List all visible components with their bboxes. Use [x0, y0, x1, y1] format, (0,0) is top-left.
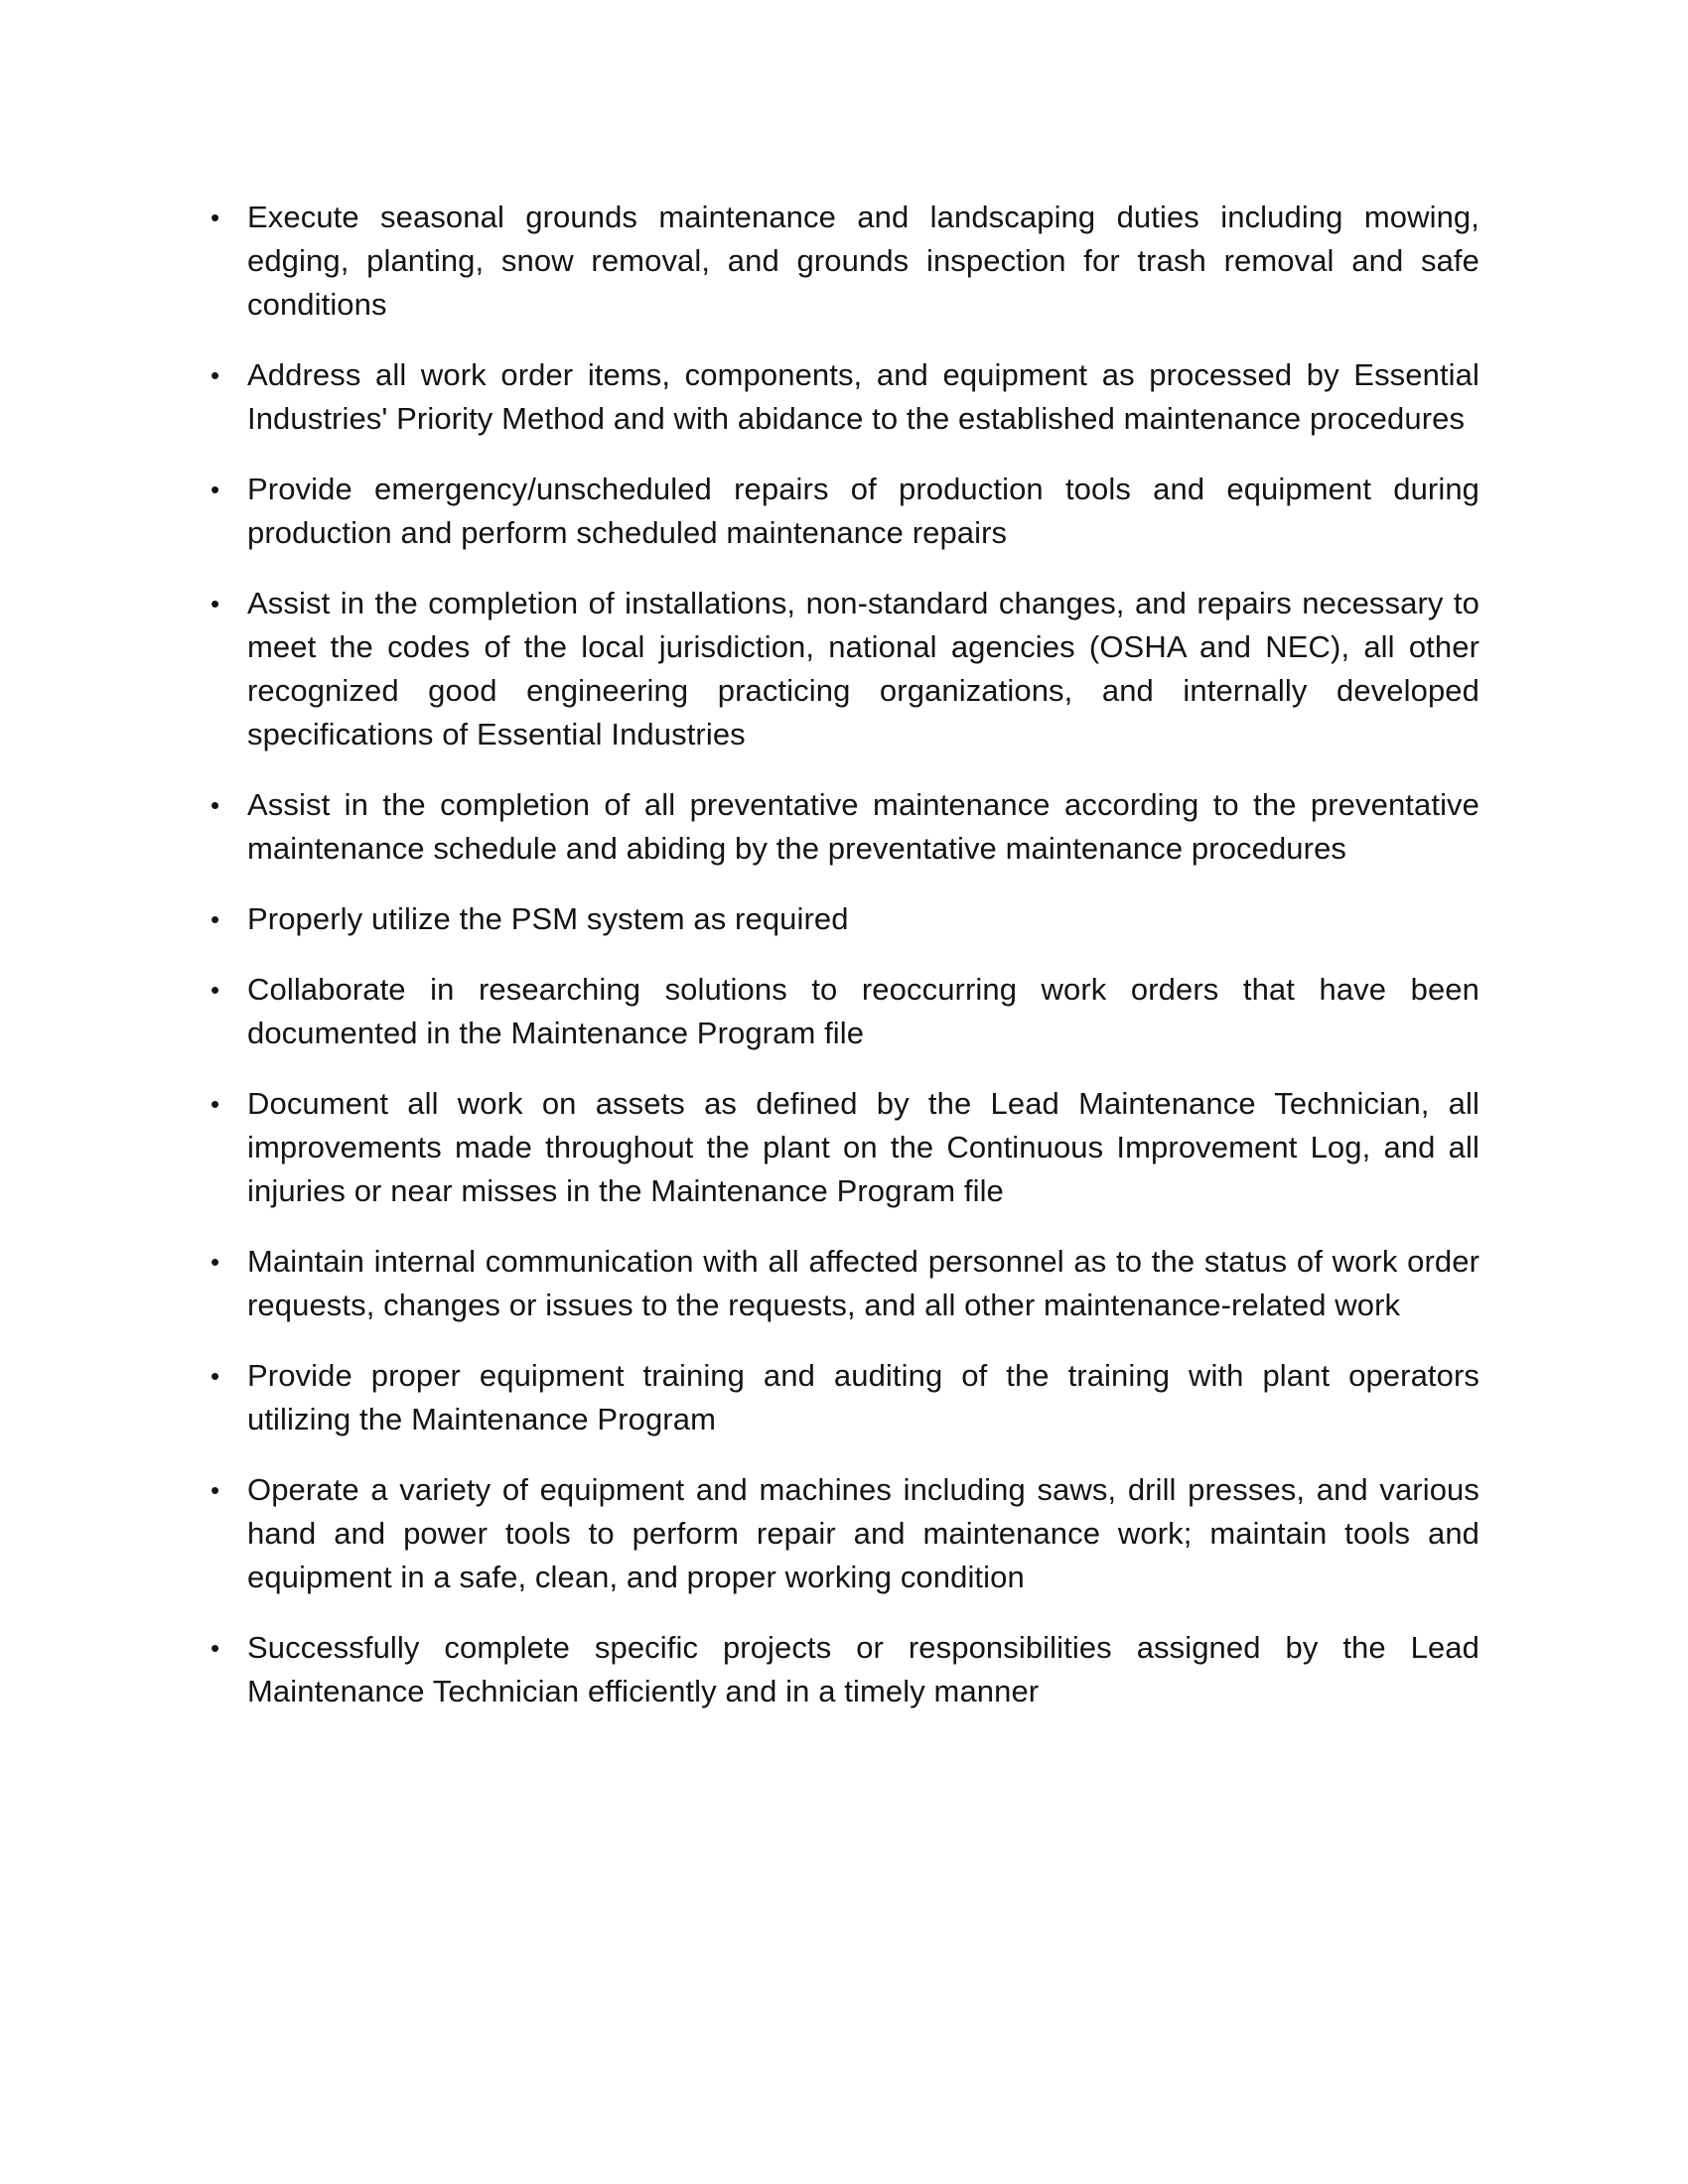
- list-item-text: Address all work order items, components, and equipment as processed by Essential Industries' Priority Method and with abidance to the established maintenance procedures: [247, 357, 1479, 436]
- bullet-icon: •: [211, 904, 220, 934]
- list-item: [211, 1626, 1479, 1713]
- list-item-text: Assist in the completion of installations, non-standard changes, and repairs necessary to meet the codes of the local jurisdiction, national agencies (OSHA and NEC), all other recognized good engineering practicing organizations, and internally developed specifications of Essential Industries: [247, 586, 1479, 751]
- list-item: [211, 783, 1479, 871]
- list-item-text: Operate a variety of equipment and machines including saws, drill presses, and various hand and power tools to perform repair and maintenance work; maintain tools and equipment in a safe, clean, and proper working condition: [247, 1472, 1479, 1594]
- list-item: [211, 1082, 1479, 1213]
- bullet-icon: •: [211, 360, 220, 390]
- list-item-text: Maintain internal communication with all affected personnel as to the status of work order requests, changes or issues to the requests, and all other maintenance-related work: [247, 1244, 1479, 1322]
- bullet-icon: •: [211, 790, 220, 820]
- bullet-icon: •: [211, 1247, 220, 1277]
- list-item-text: Collaborate in researching solutions to reoccurring work orders that have been documented in the Maintenance Program file: [247, 972, 1479, 1050]
- bullet-icon: •: [211, 1475, 220, 1505]
- duties-list: [211, 196, 1479, 1713]
- list-item: [211, 1240, 1479, 1327]
- bullet-icon: •: [211, 203, 220, 232]
- list-item: [211, 1468, 1479, 1599]
- bullet-icon: •: [211, 475, 220, 504]
- bullet-icon: •: [211, 1089, 220, 1119]
- list-item-text: Successfully complete specific projects or responsibilities assigned by the Lead Maintenance Technician efficiently and in a timely manner: [247, 1630, 1479, 1708]
- bullet-icon: •: [211, 1633, 220, 1663]
- list-item-text: Provide proper equipment training and auditing of the training with plant operators utilizing the Maintenance Program: [247, 1358, 1479, 1436]
- list-item-text: Provide emergency/unscheduled repairs of production tools and equipment during production and perform scheduled maintenance repairs: [247, 472, 1479, 550]
- list-item: [211, 353, 1479, 441]
- list-item: [211, 1354, 1479, 1441]
- list-item: [211, 968, 1479, 1055]
- list-item-text: Execute seasonal grounds maintenance and landscaping duties including mowing, edging, planting, snow removal, and grounds inspection for trash removal and safe conditions: [247, 200, 1479, 322]
- bullet-icon: •: [211, 589, 220, 618]
- list-item: [211, 468, 1479, 555]
- list-item-text: Assist in the completion of all preventative maintenance according to the preventative maintenance schedule and abiding by the preventative maintenance procedures: [247, 787, 1479, 866]
- list-item: [211, 196, 1479, 327]
- list-item-text: Properly utilize the PSM system as required: [247, 901, 849, 936]
- bullet-icon: •: [211, 975, 220, 1005]
- list-item: [211, 897, 1479, 941]
- bullet-icon: •: [211, 1361, 220, 1391]
- list-item-text: Document all work on assets as defined by the Lead Maintenance Technician, all improvements made throughout the plant on the Continuous Improvement Log, and all injuries or near misses in the Maintenance Program file: [247, 1086, 1479, 1208]
- list-item: [211, 582, 1479, 756]
